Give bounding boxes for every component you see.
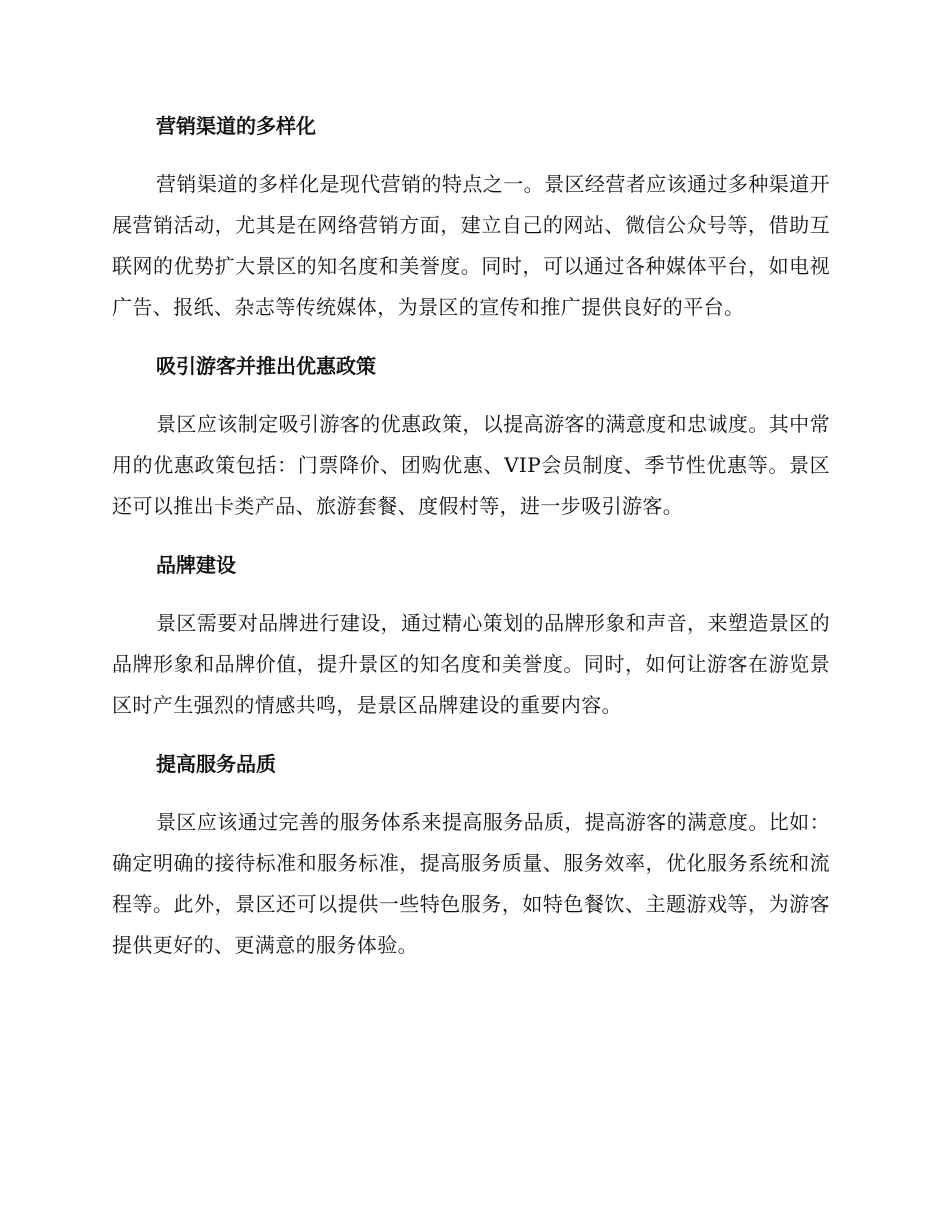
section-heading: 品牌建设 (156, 553, 236, 577)
section-paragraph: 景区应该通过完善的服务体系来提高服务品质，提高游客的满意度。比如：确定明确的接待标准和服务标准，提高服务质量、服务效率，优化服务系统和流程等。此外，景区还可以提供一些特色服务，如特色餐饮、主题游戏等，为游客提供更好的、更满意的服务体验。 (112, 810, 830, 957)
section-paragraph: 景区应该制定吸引游客的优惠政策，以提高游客的满意度和忠诚度。其中常用的优惠政策包括：门票降价、团购优惠、VIP会员制度、季节性优惠等。景区还可以推出卡类产品、旅游套餐、度假村等，进一步吸引游客。 (112, 412, 830, 518)
section-paragraph: 营销渠道的多样化是现代营销的特点之一。景区经营者应该通过多种渠道开展营销活动，尤其是在网络营销方面，建立自己的网站、微信公众号等，借助互联网的优势扩大景区的知名度和美誉度。同时，可以通过各种媒体平台，如电视广告、报纸、杂志等传统媒体，为景区的宣传和推广提供良好的平台。 (112, 172, 830, 319)
section-brand-building (112, 547, 830, 726)
section-paragraph: 景区需要对品牌进行建设，通过精心策划的品牌形象和声音，来塑造景区的品牌形象和品牌价值，提升景区的知名度和美誉度。同时，如何让游客在游览景区时产生强烈的情感共鸣，是景区品牌建设的重要内容。 (112, 611, 830, 717)
document-body (112, 108, 830, 986)
section-marketing-channels (112, 108, 830, 328)
section-heading: 提高服务品质 (156, 752, 276, 776)
section-heading: 吸引游客并推出优惠政策 (156, 354, 376, 378)
section-heading: 营销渠道的多样化 (156, 114, 316, 138)
section-attract-tourists (112, 348, 830, 527)
section-service-quality (112, 746, 830, 966)
